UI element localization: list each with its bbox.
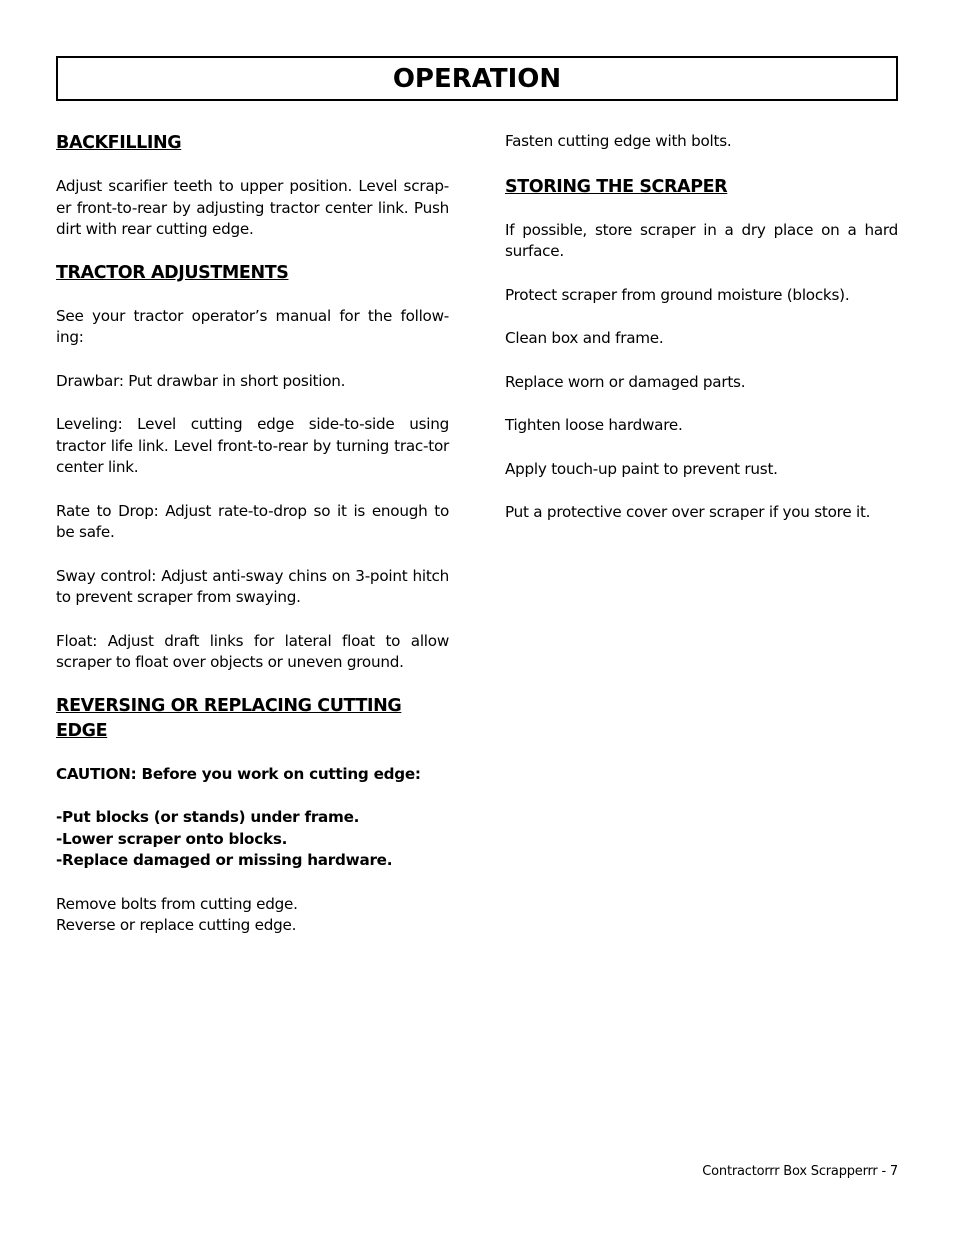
storing-item: Apply touch-up paint to prevent rust. (505, 459, 778, 478)
caution-step: -Lower scraper onto blocks. (56, 829, 288, 848)
caution-text: CAUTION: Before you work on cutting edge: (56, 764, 421, 783)
storing-item: Clean box and frame. (505, 329, 664, 347)
rate-to-drop-text: Rate to Drop: Adjust rate-to-drop so it is enough to be safe. (56, 501, 449, 541)
left-column (56, 131, 449, 937)
caution-step: -Put blocks (or stands) under frame. (56, 808, 360, 826)
reversing-heading-line2: EDGE (56, 720, 108, 741)
tractor-intro-text: See your tractor operator’s manual for the follow-ing: (56, 306, 449, 346)
storing-item: Tighten loose hardware. (505, 416, 683, 434)
storing-item: If possible, store scraper in a dry place on a hard surface. (505, 220, 898, 260)
float-text: Float: Adjust draft links for lateral float to allow scraper to float over objects or uneven ground. (56, 631, 449, 671)
leveling-text: Leveling: Level cutting edge side-to-side using tractor life link. Level front-to-rear by turning trac-tor center link. (56, 415, 449, 476)
storing-item: Protect scraper from ground moisture (blocks). (505, 285, 850, 304)
page-footer: Contractorrr Box Scrapperrr - 7 (702, 1164, 898, 1179)
caution-step: -Replace damaged or missing hardware. (56, 851, 393, 869)
reverse-replace-text: Reverse or replace cutting edge. (56, 916, 297, 934)
storing-heading: STORING THE SCRAPER (505, 176, 728, 197)
sway-control-text: Sway control: Adjust anti-sway chins on 3-point hitch to prevent scraper from swaying. (56, 566, 449, 606)
tractor-adjustments-heading: TRACTOR ADJUSTMENTS (56, 262, 289, 283)
remove-bolts-text: Remove bolts from cutting edge. (56, 894, 298, 913)
page-title: OPERATION (392, 63, 562, 94)
drawbar-text: Drawbar: Put drawbar in short position. (56, 371, 346, 390)
reversing-heading (56, 694, 449, 744)
right-column (505, 131, 898, 524)
fasten-text: Fasten cutting edge with bolts. (505, 132, 732, 150)
page-title-box (56, 56, 898, 101)
reversing-heading-line1: REVERSING OR REPLACING CUTTING (56, 695, 402, 716)
backfilling-heading: BACKFILLING (56, 133, 182, 153)
backfilling-text: Adjust scarifier teeth to upper position. Level scrap-er front-to-rear by adjusting tractor center link. Push dirt with rear cutting edge. (56, 177, 449, 238)
storing-item: Put a protective cover over scraper if you store it. (505, 503, 871, 521)
storing-item: Replace worn or damaged parts. (505, 372, 746, 391)
